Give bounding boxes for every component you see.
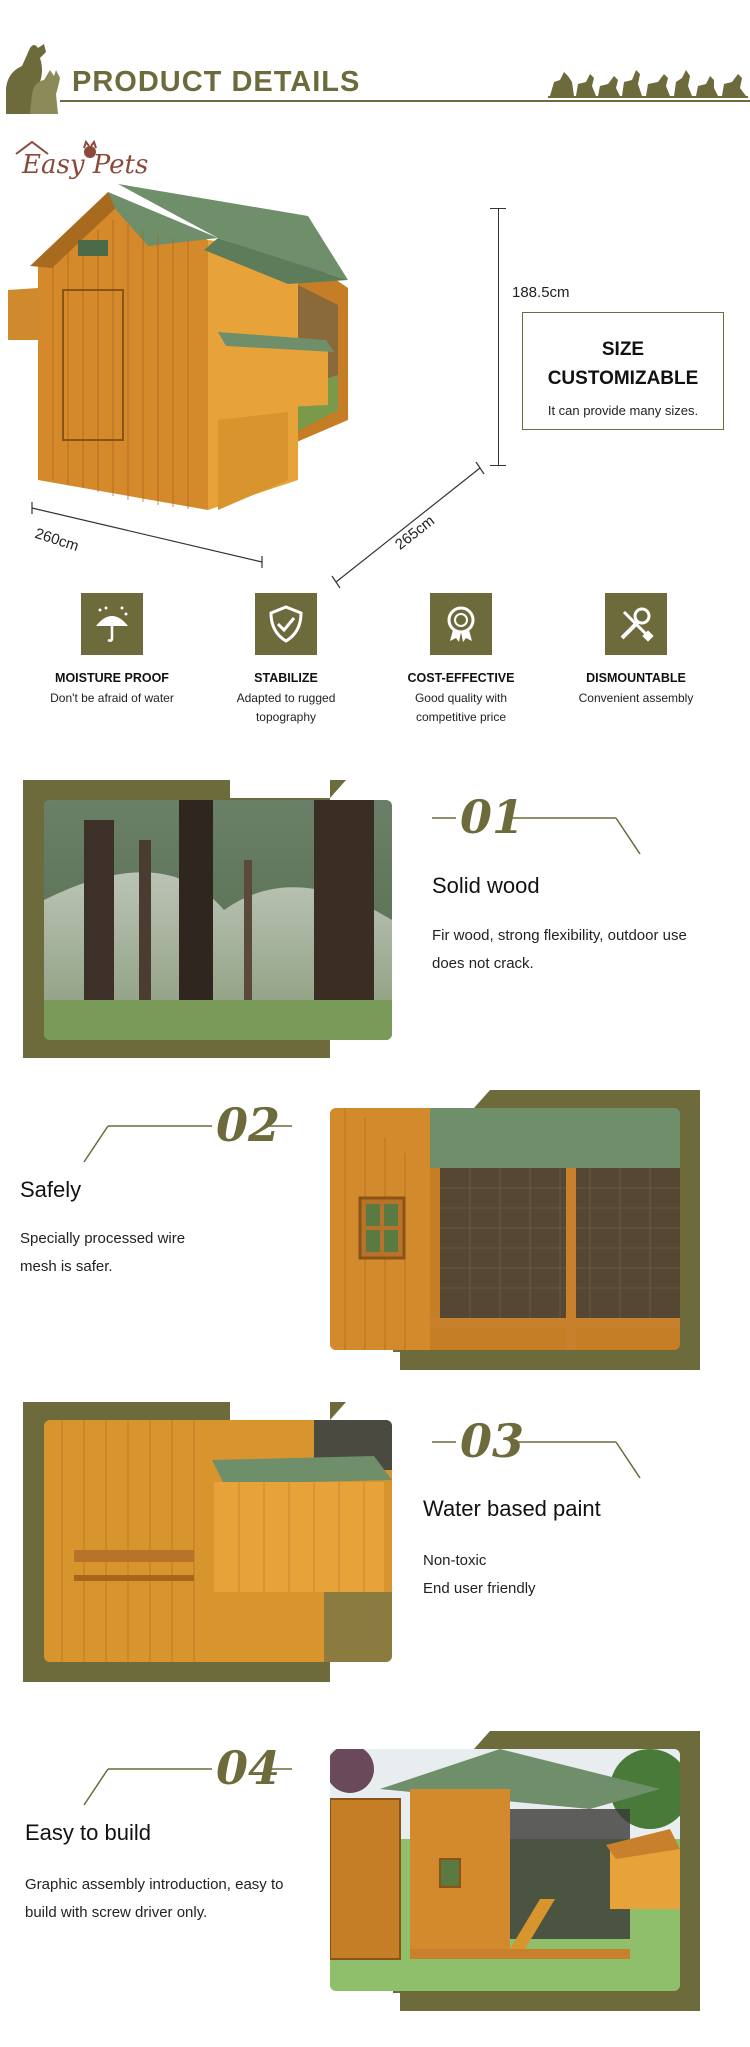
width-dimension: 260cm xyxy=(32,525,81,556)
section-number: 04 xyxy=(216,1741,281,1795)
assembled-coop-photo xyxy=(330,1749,680,1991)
feature-moisture-proof xyxy=(24,593,200,708)
section-desc-line1: Non-toxic xyxy=(423,1552,487,1569)
feature-dismountable xyxy=(548,593,724,708)
feature-desc: Adapted to rugged topography xyxy=(236,691,336,724)
feature-title: DISMOUNTABLE xyxy=(586,671,686,685)
section-title: Safely xyxy=(20,1177,82,1202)
height-dimension-line xyxy=(498,208,499,466)
frame-cut xyxy=(370,1090,490,1108)
height-dimension: 188.5cm xyxy=(512,284,570,301)
section-title: Water based paint xyxy=(423,1496,601,1521)
umbrella-rain-icon xyxy=(81,593,143,655)
feature-title: COST-EFFECTIVE xyxy=(407,671,515,685)
header-divider xyxy=(60,100,750,102)
brand-name: Easy Pets xyxy=(22,150,149,180)
size-title xyxy=(523,335,723,393)
feature-desc: Good quality with competitive price xyxy=(414,691,508,724)
feature-title: STABILIZE xyxy=(254,671,318,685)
size-desc: It can provide many sizes. xyxy=(547,403,699,418)
section-title: Easy to build xyxy=(25,1820,151,1845)
section-desc: Graphic assembly introduction, easy to build with screw driver only. xyxy=(25,1876,284,1921)
feature-cost-effective xyxy=(373,593,549,727)
animal-silhouettes-icon xyxy=(548,52,748,98)
frame-cut xyxy=(370,1731,490,1749)
section-number: 02 xyxy=(216,1098,281,1152)
size-title-line2: CUSTOMIZABLE xyxy=(547,368,699,389)
painted-wood-photo xyxy=(44,1420,392,1662)
section-desc xyxy=(423,1547,713,1603)
section-desc: Specially processed wire mesh is safer. xyxy=(20,1230,186,1275)
frame-cut xyxy=(280,1352,400,1370)
frame-corner xyxy=(474,1090,490,1108)
section-04-decor-line xyxy=(80,1761,294,1811)
size-customizable-box xyxy=(522,312,724,430)
height-dimension-cap-bottom xyxy=(490,465,506,466)
section-number: 01 xyxy=(460,790,525,844)
section-02-decor-line xyxy=(80,1118,294,1168)
frame-cut xyxy=(280,1993,400,2011)
feature-desc: Convenient assembly xyxy=(578,691,694,705)
award-badge-icon xyxy=(430,593,492,655)
frame-corner xyxy=(330,1402,346,1420)
height-dimension-cap-top xyxy=(490,208,506,209)
size-title-line1: SIZE xyxy=(601,339,645,360)
frame-corner xyxy=(330,780,346,798)
section-desc: Fir wood, strong flexibility, outdoor use does not crack. xyxy=(432,927,687,972)
feature-desc: Don't be afraid of water xyxy=(50,691,174,705)
page-title: PRODUCT DETAILS xyxy=(72,66,361,98)
section-number: 03 xyxy=(460,1414,525,1468)
shield-check-icon xyxy=(255,593,317,655)
section-01-decor-line xyxy=(432,810,644,860)
wire-mesh-photo xyxy=(330,1108,680,1350)
section-03-decor-line xyxy=(432,1434,644,1484)
feature-stabilize xyxy=(198,593,374,727)
forest-photo xyxy=(44,800,392,1040)
dog-cat-logo-icon xyxy=(0,36,64,118)
section-desc-line2: End user friendly xyxy=(423,1580,536,1597)
section-title: Solid wood xyxy=(432,873,540,898)
feature-title: MOISTURE PROOF xyxy=(55,671,169,685)
wrench-screwdriver-icon xyxy=(605,593,667,655)
frame-corner xyxy=(474,1731,490,1749)
depth-dimension: 265cm xyxy=(392,512,438,554)
